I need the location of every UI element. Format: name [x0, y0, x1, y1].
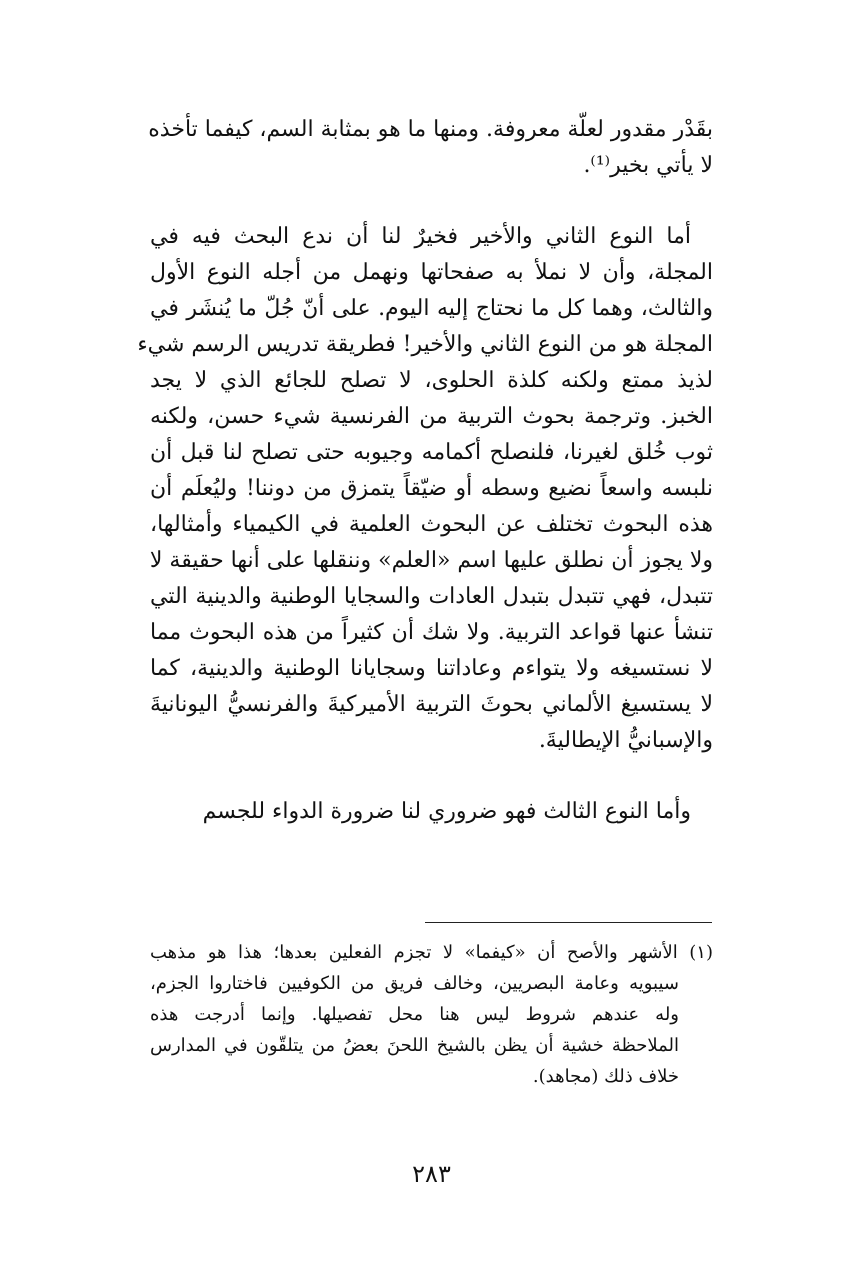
paragraph-1-line-2: لا يأتي بخير⁽¹⁾.	[583, 153, 713, 178]
paragraph-2-line-10: ولا يجوز أن نطلق عليها اسم «العلم» وننقلها على أنها حقيقة لا	[149, 548, 713, 573]
paragraph-2-line-9: هذه البحوث تختلف عن البحوث العلمية في الكيمياء وأمثالها،	[150, 512, 713, 537]
footnote-line-4: الملاحظة خشية أن يظن بالشيخ اللحنَ بعضُ من يتلقّون في المدارس	[150, 1035, 679, 1056]
footnote-separator	[425, 922, 712, 923]
paragraph-2-line-7: ثوب خُلق لغيرنا، فلنصلح أكمامه وجيوبه حتى تصلح لنا قبل أن	[150, 440, 713, 465]
paragraph-2-line-13: لا نستسيغه ولا يتواءم وعاداتنا وسجايانا الوطنية والدينية، كما	[150, 656, 713, 681]
paragraph-2-line-3: والثالث، وهما كل ما نحتاج إليه اليوم. على أنّ جُلّ ما يُنشَر في	[150, 296, 713, 321]
paragraph-1-line-1: بقَدْر مقدور لعلّة معروفة. ومنها ما هو بمثابة السم، كيفما تأخذه	[148, 117, 713, 142]
footnote-line-2: سيبويه وعامة البصريين، وخالف فريق من الكوفيين فاختاروا الجزم،	[150, 973, 679, 994]
paragraph-2-line-15: والإسبانيُّ الإيطاليةَ.	[538, 728, 713, 753]
page-number: ٢٨٣	[412, 1160, 451, 1188]
paragraph-2-line-11: تتبدل، فهي تتبدل بتبدل العادات والسجايا الوطنية والدينية التي	[150, 584, 713, 609]
paragraph-2-line-8: نلبسه واسعاً نضيع وسطه أو ضيّقاً يتمزق من دوننا! وليُعلَم أن	[150, 476, 713, 501]
paragraph-2-line-14: لا يستسيغ الألماني بحوثَ التربية الأميركيةَ والفرنسيُّ اليونانيةَ	[150, 692, 713, 717]
footnote-line-1: (١) الأشهر والأصح أن «كيفما» لا تجزم الفعلين بعدها؛ هذا هو مذهب	[150, 942, 713, 963]
paragraph-2-line-5: لذيذ ممتع ولكنه كلذة الحلوى، لا تصلح للجائع الذي لا يجد	[150, 368, 713, 393]
paragraph-2-line-1: أما النوع الثاني والأخير فخيرٌ لنا أن ندع البحث فيه في	[150, 224, 691, 249]
paragraph-2-line-2: المجلة، وأن لا نملأ به صفحاتها ونهمل من أجله النوع الأول	[150, 260, 713, 285]
paragraph-3-line-1: وأما النوع الثالث فهو ضروري لنا ضرورة الدواء للجسم	[202, 799, 691, 824]
footnote-line-3: وله عندهم شروط ليس هنا محل تفصيلها. وإنما أدرجت هذه	[150, 1004, 679, 1025]
footnote-line-5: خلاف ذلك (مجاهد).	[532, 1066, 679, 1087]
paragraph-2-line-4: المجلة هو من النوع الثاني والأخير! فطريقة تدريس الرسم شيء	[137, 332, 713, 357]
paragraph-2-line-6: الخبز. وترجمة بحوث التربية من الفرنسية شيء حسن، ولكنه	[150, 404, 713, 429]
paragraph-2-line-12: تنشأ عنها قواعد التربية. ولا شك أن كثيراً من هذه البحوث مما	[150, 620, 713, 645]
